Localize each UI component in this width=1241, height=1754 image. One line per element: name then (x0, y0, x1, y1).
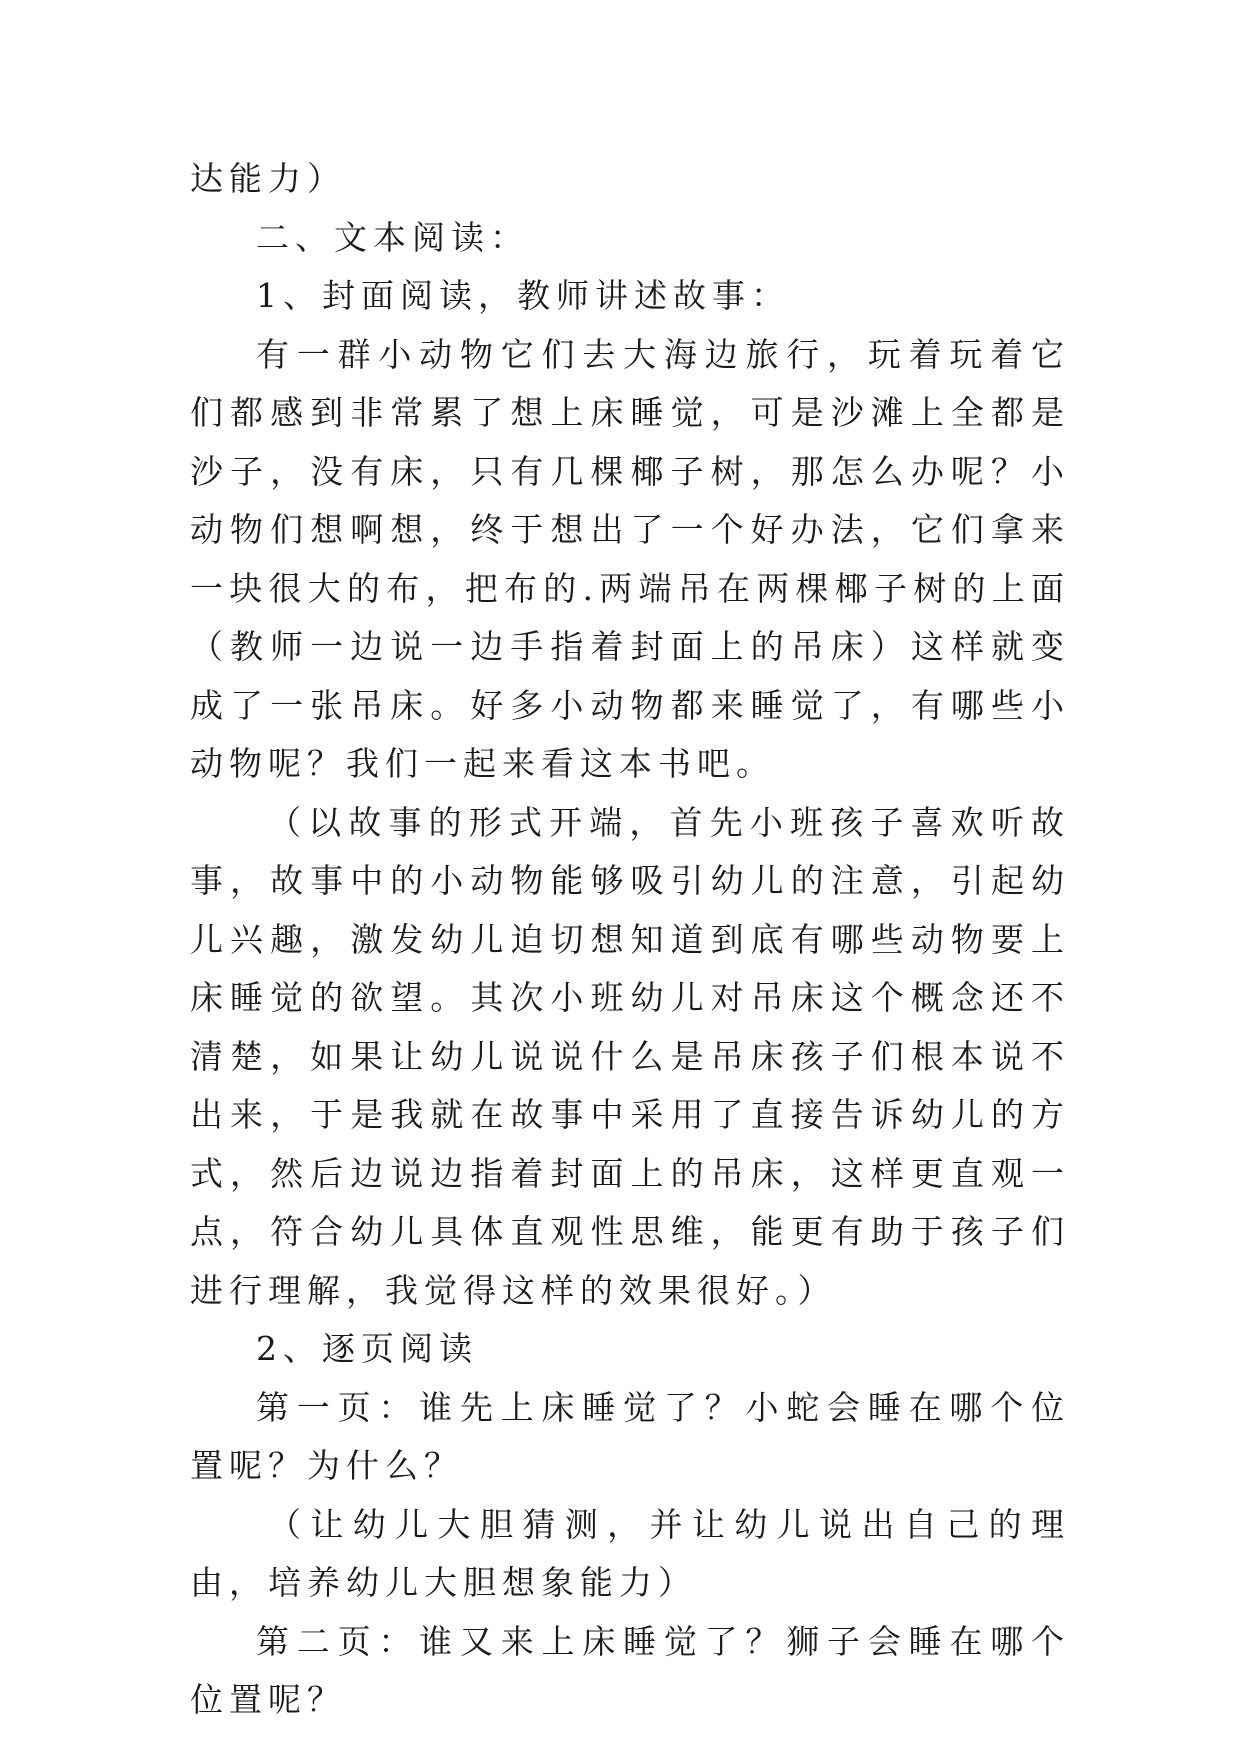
document-body (190, 150, 1070, 1730)
paragraph-story: 有一群小动物它们去大海边旅行，玩着玩着它们都感到非常累了想上床睡觉，可是沙滩上全都是沙子，没有床，只有几棵椰子树，那怎么办呢？小动物们想啊想，终于想出了一个好办法，它们拿来一块很大的布，把布的.两端吊在两棵椰子树的上面（教师一边说一边手指着封面上的吊床）这样就变成了一张吊床。好多小动物都来睡觉了，有哪些小动物呢？我们一起来看这本书吧。 (190, 334, 1070, 783)
paragraph-commentary-story: （以故事的形式开端，首先小班孩子喜欢听故事，故事中的小动物能够吸引幼儿的注意，引起幼儿兴趣，激发幼儿迫切想知道到底有哪些动物要上床睡觉的欲望。其次小班幼儿对吊床这个概念还不清楚，如果让幼儿说说什么是吊床孩子们根本说不出来，于是我就在故事中采用了直接告诉幼儿的方式，然后边说边指着封面上的吊床，这样更直观一点，符合幼儿具体直观性思维，能更有助于孩子们进行理解，我觉得这样的效果很好。） (190, 802, 1070, 1310)
paragraph-page-two: 第二页：谁又来上床睡觉了？狮子会睡在哪个位置呢？ (190, 1621, 1070, 1719)
paragraph-commentary-page-one: （让幼儿大胆猜测，并让幼儿说出自己的理由，培养幼儿大胆想象能力） (190, 1504, 1070, 1602)
subheading-cover-reading: 1、封面阅读，教师讲述故事： (256, 276, 790, 315)
section-heading-text-reading: 二、文本阅读： (256, 217, 529, 257)
paragraph-page-one: 第一页：谁先上床睡觉了？小蛇会睡在哪个位置呢？为什么？ (190, 1387, 1070, 1485)
subheading-page-by-page: 2、逐页阅读 (256, 1329, 478, 1368)
paragraph-continuation: 达能力） (190, 159, 346, 198)
